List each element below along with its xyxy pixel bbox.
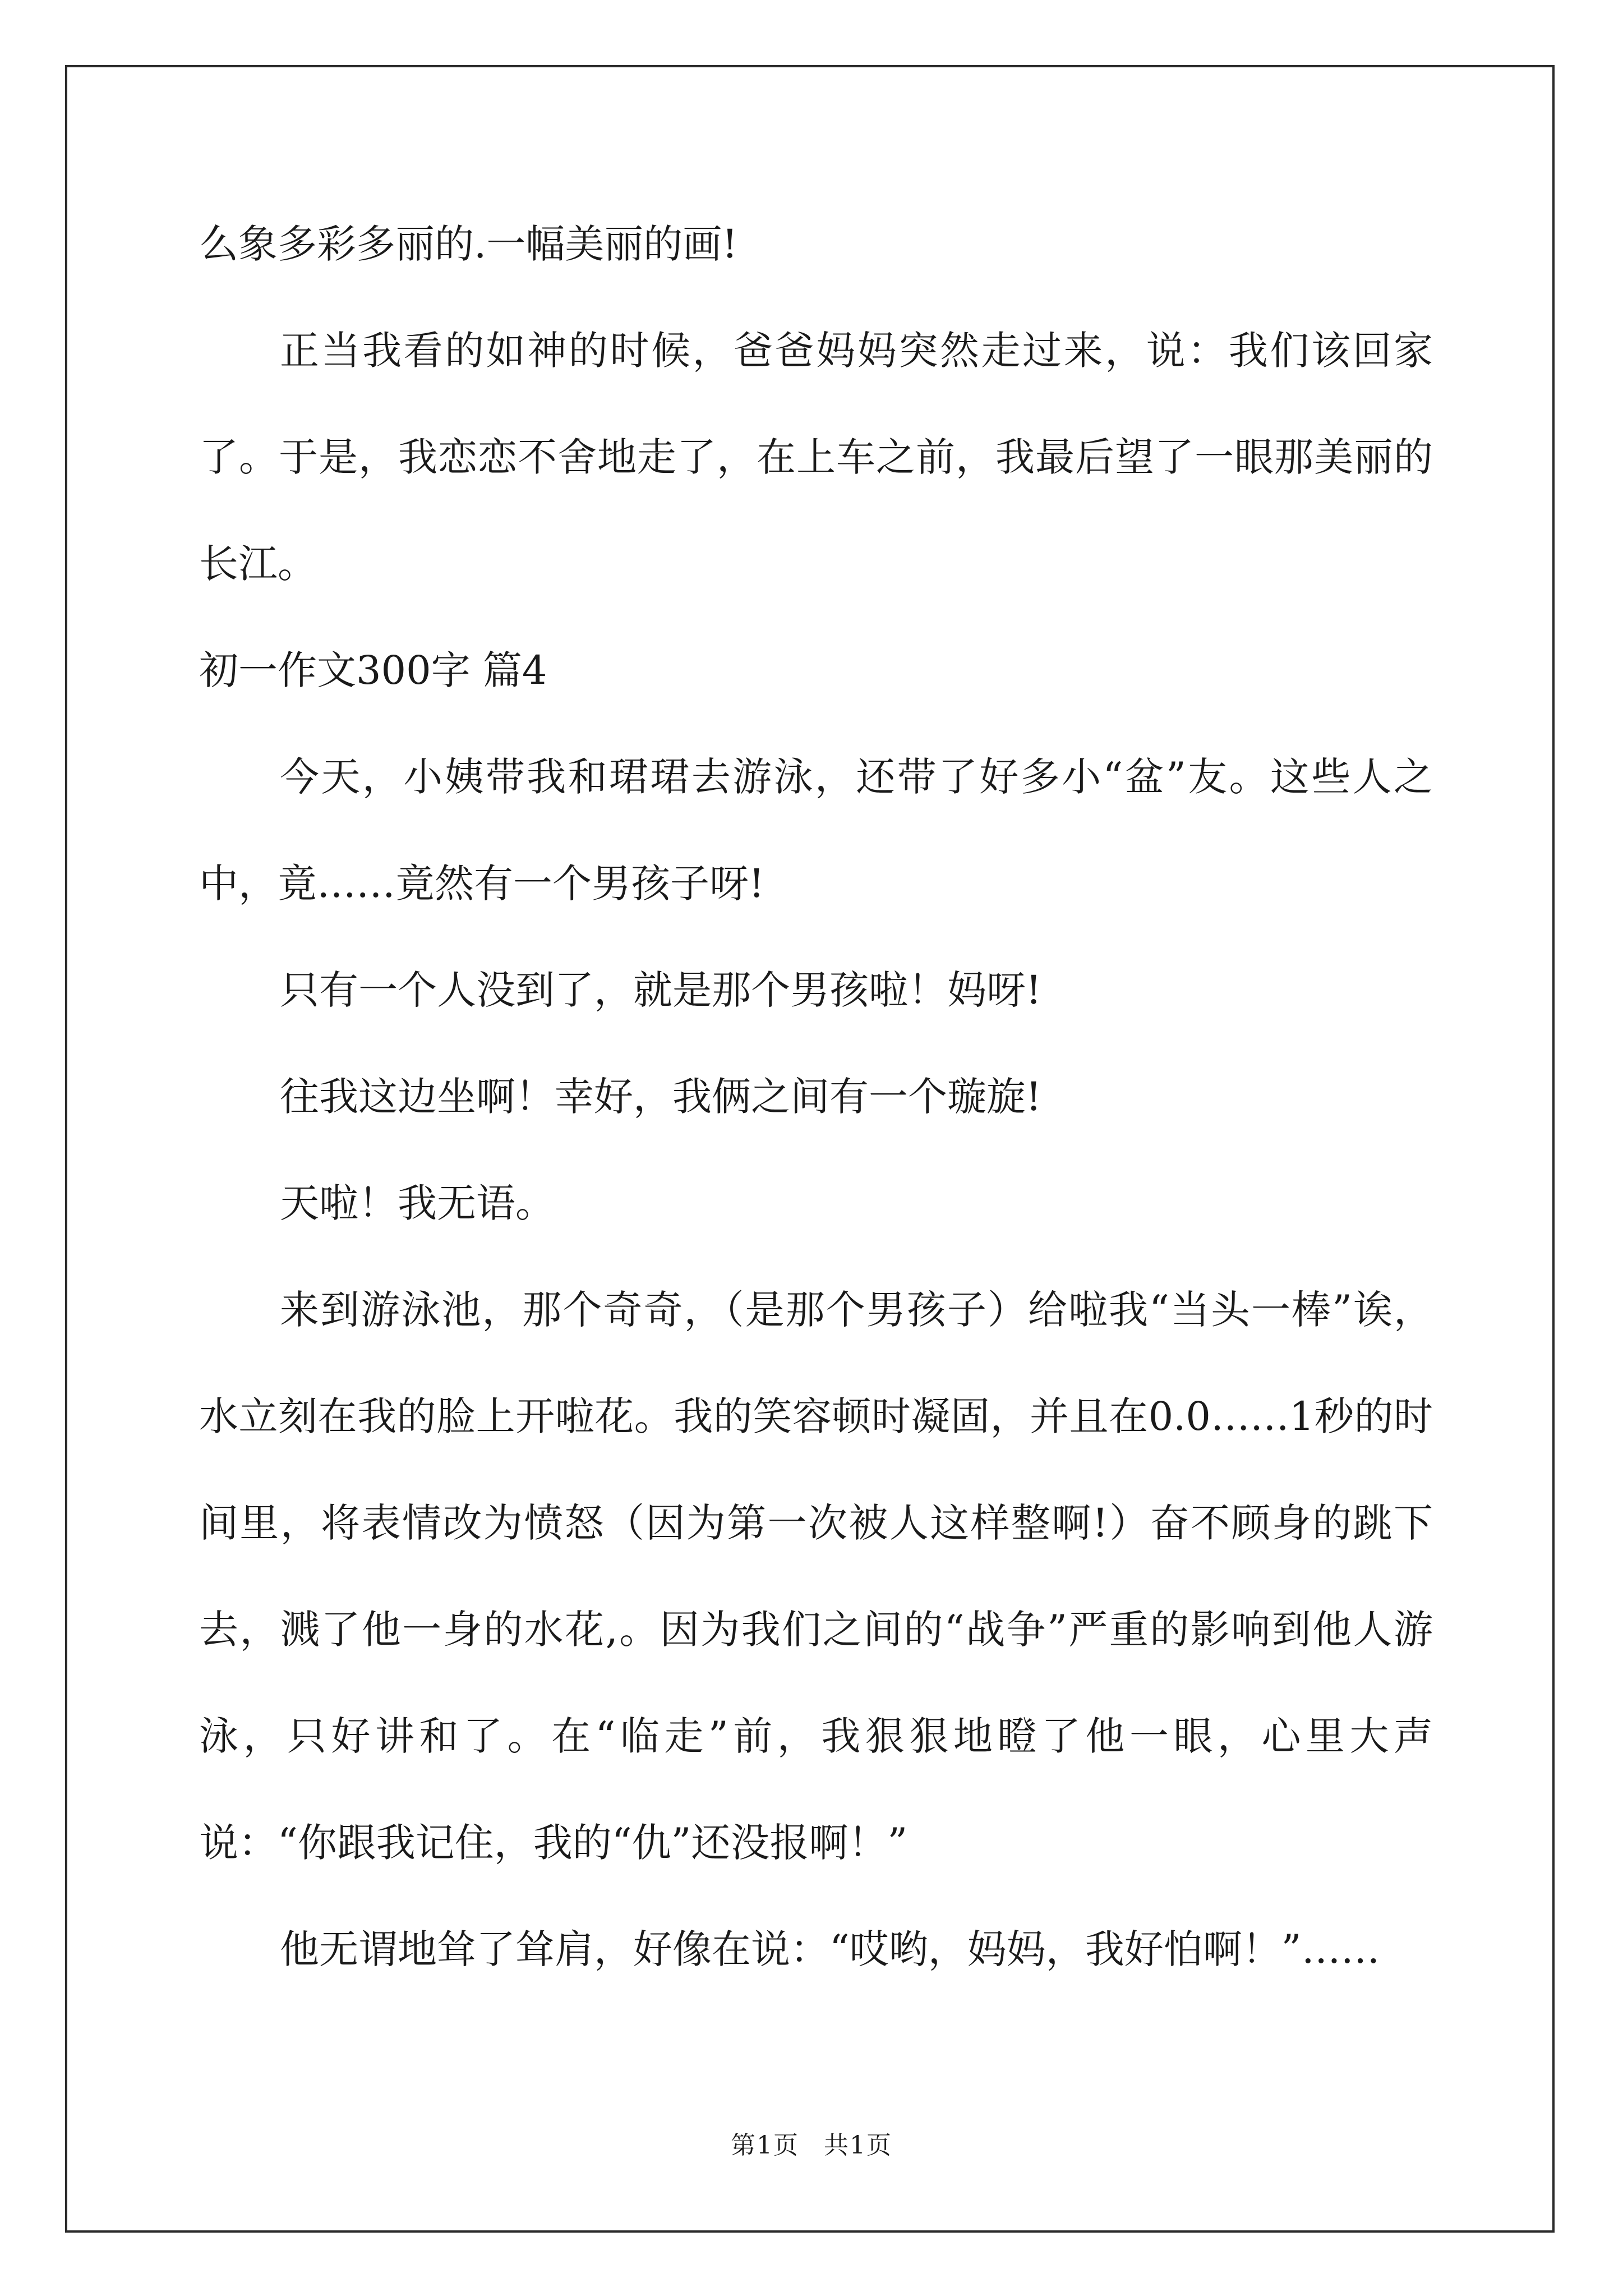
page-total: 共1页 <box>824 2131 892 2160</box>
paragraph-boy-missing: 只有一个人没到了，就是那个男孩啦！妈呀! <box>280 967 1042 1013</box>
paragraph-shrug: 他无谓地耸了耸肩，好像在说：“哎哟，妈妈，我好怕啊！”…… <box>280 1926 1380 1972</box>
continuation-paragraph: 么象多彩多丽的.一幅美丽的画! <box>199 221 738 267</box>
page-footer <box>0 2125 1623 2161</box>
essay-heading: 初一作文300字 篇4 <box>199 647 547 693</box>
paragraph-swimming-intro: 今天，小姨带我和珺珺去游泳，还带了好多小“盆”友。这些人之中，竟……竟然有一个男孩子呀! <box>199 754 1433 907</box>
paragraph-return-home: 正当我看的如神的时候，爸爸妈妈突然走过来，说：我们该回家了。于是，我恋恋不舍地走了，在上车之前，我最后望了一眼那美丽的长江。 <box>199 328 1433 587</box>
document-body <box>199 191 1433 2003</box>
paragraph-pool-fight: 来到游泳池，那个奇奇，（是那个男孩子）给啦我“当头一棒”诶，水立刻在我的脸上开啦花。我的笑容顿时凝固，并且在0.0……1秒的时间里，将表情改为愤怒（因为第一次被人这样整啊!）奋不顾身的跳下去，溅了他一身的水花,。因为我们之间的“战争”严重的影响到他人游泳，只好讲和了。在“临走”前，我狠狠地瞪了他一眼，心里大声说：“你跟我记住，我的“仇”还没报啊！” <box>199 1287 1433 1866</box>
paragraph-speechless: 天啦！我无语。 <box>280 1180 555 1226</box>
paragraph-seat: 往我这边坐啊！幸好，我俩之间有一个璇旋! <box>280 1074 1042 1120</box>
page-number: 第1页 <box>731 2131 799 2160</box>
